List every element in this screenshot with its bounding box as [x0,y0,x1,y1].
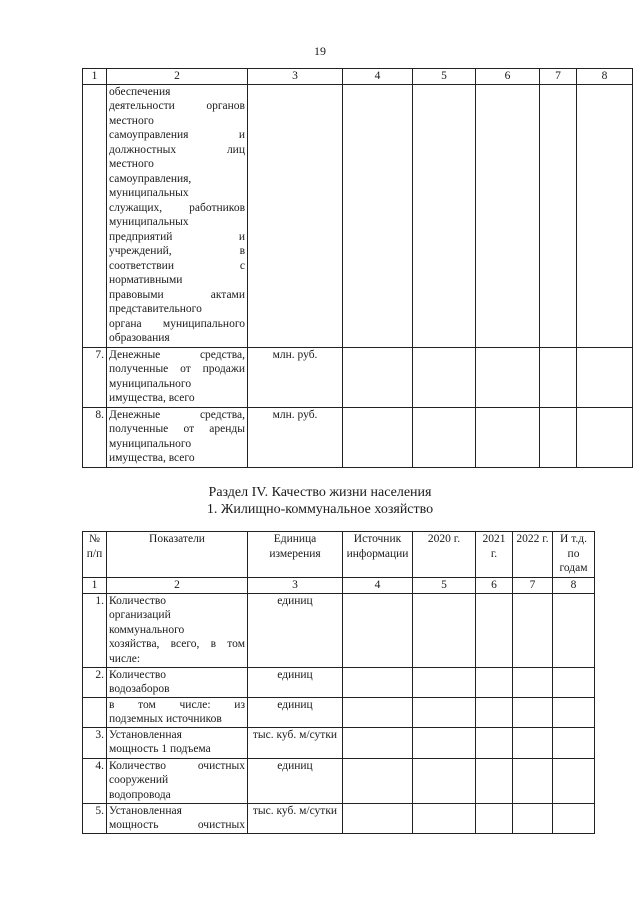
indicator-cell [107,697,248,727]
indicator-cell [107,84,248,347]
col-number: 1 [83,69,107,85]
text-line: организаций [109,609,171,621]
col-number: 4 [343,69,413,85]
text-line: имущества, всего [109,452,195,464]
header-2020: 2020 г. [413,532,476,578]
text-line: Установленная [109,804,182,817]
header-2022: 2022 г. [513,532,553,578]
column-number-row [83,578,595,594]
unit-cell: единиц [248,758,343,803]
row-number [83,697,107,727]
text-line: должностных лиц [109,143,245,156]
table-row [83,667,595,697]
text-line: Установленная [109,728,182,741]
col-number: 7 [540,69,577,85]
row-number: 3. [83,727,107,758]
header-unit: Единица измерения [248,532,343,578]
indicator-cell [107,727,248,758]
text-line: самоуправления, [109,172,192,185]
text-line: годам [559,562,588,574]
unit-cell: единиц [248,697,343,727]
text-line: хозяйства, всего, в том [109,638,245,650]
text-line: соответствии с [109,259,245,272]
text-line: муниципального [109,437,192,450]
text-line: мощность очистных [109,819,245,831]
header-num: № п/п [83,532,107,578]
col-number: 1 [83,578,107,594]
text-line: учреждений, в [109,245,245,257]
col-number: 7 [513,578,553,594]
table-row [83,84,633,347]
col-number: 6 [476,69,540,85]
col-number: 4 [343,578,413,594]
row-number: 1. [83,593,107,667]
text-line: Количество [109,668,166,681]
table-housing-utilities [82,531,595,834]
indicator-cell [107,667,248,697]
header-2021: 2021 г. [476,532,513,578]
text-line: органа муниципального [109,317,245,330]
text-line: полученные от продажи [109,363,245,375]
header-source: Источник информации [343,532,413,578]
text-line: Денежные средства, [109,348,245,361]
unit-cell: млн. руб. [248,407,343,467]
header-indicators: Показатели [107,532,248,578]
table-row [83,758,595,803]
unit-cell: тыс. куб. м/сутки [248,727,343,758]
unit-cell: тыс. куб. м/сутки [248,803,343,833]
page-number: 19 [314,44,326,58]
row-number: 2. [83,667,107,697]
text-line: Денежные средства, [109,408,245,421]
text-line: правовыми актами [109,288,245,301]
text-line: сооружений [109,774,169,786]
col-number: 3 [248,69,343,85]
text-line: образования [109,332,170,344]
col-number: 8 [553,578,595,594]
col-number: 5 [413,578,476,594]
text-line: служащих, работников [109,201,245,214]
table-row [83,697,595,727]
text-line: в том числе: из [109,698,245,711]
row-number: 8. [83,407,107,467]
text-line: обеспечения [109,85,171,98]
unit-cell: единиц [248,667,343,697]
col-number: 2 [107,578,248,594]
indicator-cell [107,347,248,407]
text-line: местного [109,158,154,170]
text-line: Количество [109,594,166,607]
table-row [83,593,595,667]
text-line: муниципального [109,377,192,390]
col-number: 6 [476,578,513,594]
table-row [83,347,633,407]
col-number: 3 [248,578,343,594]
text-line: подземных источников [109,713,222,725]
table-continuation [82,68,633,468]
col-number: 5 [413,69,476,85]
indicator-cell [107,758,248,803]
indicator-cell [107,407,248,467]
text-line: имущества, всего [109,392,195,404]
text-line: деятельности органов [109,100,245,112]
text-line: полученные от аренды [109,423,245,435]
section-title: Раздел IV. Качество жизни населения [208,485,432,500]
unit-cell: единиц [248,593,343,667]
text-line: самоуправления и [109,129,245,141]
table-row [83,803,595,833]
indicator-cell [107,803,248,833]
text-line: числе: [109,652,141,665]
col-number: 8 [577,69,633,85]
text-line: Количество очистных [109,759,245,772]
text-line: водозаборов [109,683,170,695]
text-line: муниципальных [109,187,189,199]
text-line: по [567,547,580,560]
text-line: нормативными [109,274,183,286]
row-number: 7. [83,347,107,407]
unit-cell: млн. руб. [248,347,343,407]
column-number-row [83,69,633,85]
text-line: коммунального [109,623,185,636]
table-row [83,727,595,758]
table-row [83,407,633,467]
row-number: 5. [83,803,107,833]
text-line: водопровода [109,788,171,801]
indicator-cell [107,593,248,667]
section-subtitle: 1. Жилищно-коммунальное хозяйство [206,502,434,517]
col-number: 2 [107,69,248,85]
row-number: 4. [83,758,107,803]
text-line: мощность 1 подъема [109,743,211,755]
text-line: представительного [109,303,202,315]
header-etc [553,532,595,578]
header-row [83,532,595,578]
text-line: предприятий и [109,230,245,243]
text-line: муниципальных [109,216,189,228]
text-line: местного [109,114,154,127]
text-line: И т.д. [560,533,587,545]
